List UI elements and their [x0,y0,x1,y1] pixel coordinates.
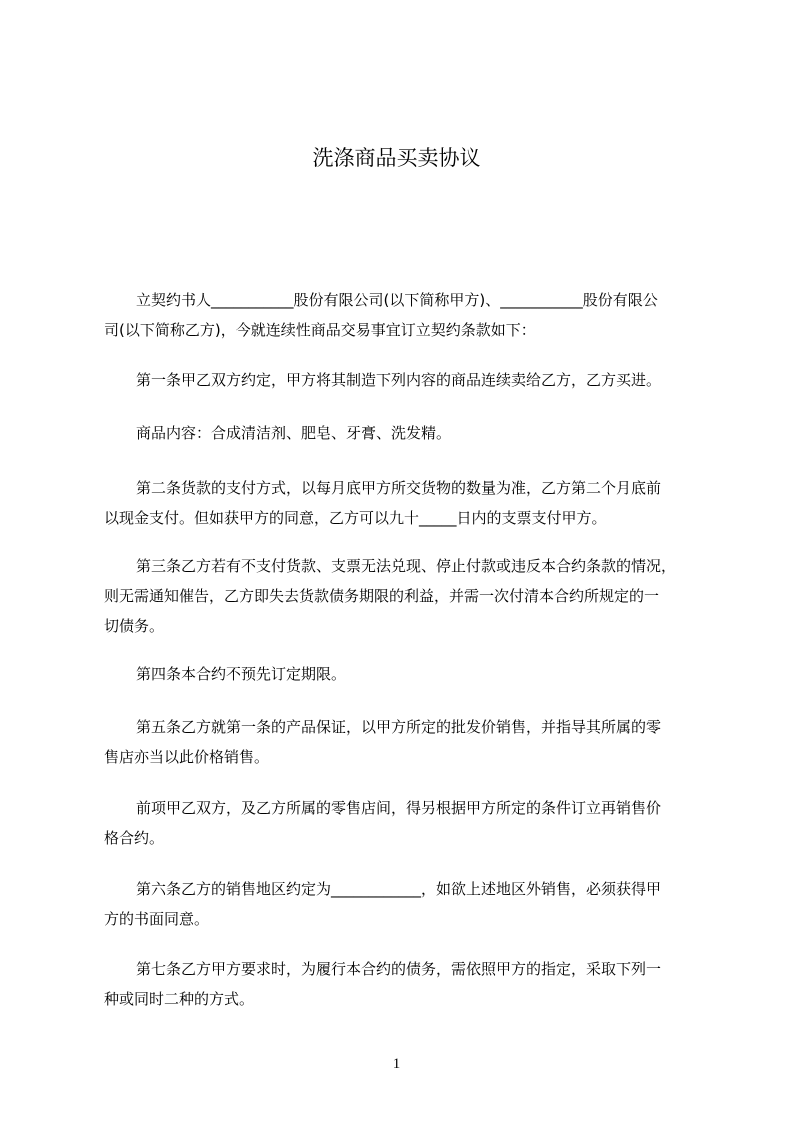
paragraph-line: 司(以下简称乙方)，今就连续性商品交易事宜订立契约条款如下： [104,321,536,339]
paragraph-line: 切债务。 [104,617,165,635]
paragraph-preamble [104,285,700,345]
paragraph-line: 第五条乙方就第一条的产品保证，以甲方所定的批发价销售，并指导其所属的零 [136,718,662,736]
paragraph-line: 第三条乙方若有不支付货款、支票无法兑现、停止付款或违反本合约条款的情况， [136,557,677,575]
paragraph-article-4 [104,659,700,689]
paragraph-line: 则无需通知催告，乙方即失去货款债务期限的利益，并需一次付清本合约所规定的一 [104,587,660,605]
document-title: 洗涤商品买卖协议 [312,146,481,170]
paragraph-article-6 [104,874,700,934]
paragraph-article-1 [104,365,700,395]
paragraph-line: 第七条乙方甲方要求时，为履行本合约的债务，需依照甲方的指定，采取下列一 [136,960,662,978]
paragraph-line: 方的书面同意。 [104,910,210,928]
paragraph-article-5-sub [104,793,700,853]
paragraph-line: 种或同时二种的方式。 [104,990,255,1008]
paragraph-line: 第六条乙方的销售地区约定为____________，如欲上述地区外销售，必须获得甲 [136,880,662,898]
paragraph-line: 前项甲乙双方，及乙方所属的零售店间，得另根据甲方所定的条件订立再销售价 [136,799,662,817]
paragraph-article-3 [104,551,700,641]
paragraph-line: 第一条甲乙双方约定，甲方将其制造下列内容的商品连续卖给乙方，乙方买进。 [136,371,662,389]
paragraph-line: 第四条本合约不预先订定期限。 [136,665,347,683]
paragraph-line: 以现金支付。但如获甲方的同意，乙方可以九十_____日内的支票支付甲方。 [104,509,607,527]
paragraph-article-5 [104,712,700,772]
paragraph-article-2 [104,473,700,533]
paragraph-line: 商品内容：合成清洁剂、肥皂、牙膏、洗发精。 [136,424,452,442]
paragraph-line: 格合约。 [104,829,165,847]
paragraph-line: 立契约书人___________股份有限公司(以下简称甲方)、___________股份有限公 [136,291,658,309]
paragraph-article-7 [104,954,700,1014]
paragraph-line: 售店亦当以此价格销售。 [104,748,270,766]
paragraph-line: 第二条货款的支付方式，以每月底甲方所交货物的数量为准，乙方第二个月底前 [136,479,662,497]
paragraph-goods [104,418,700,448]
page-number: 1 [392,1056,401,1072]
